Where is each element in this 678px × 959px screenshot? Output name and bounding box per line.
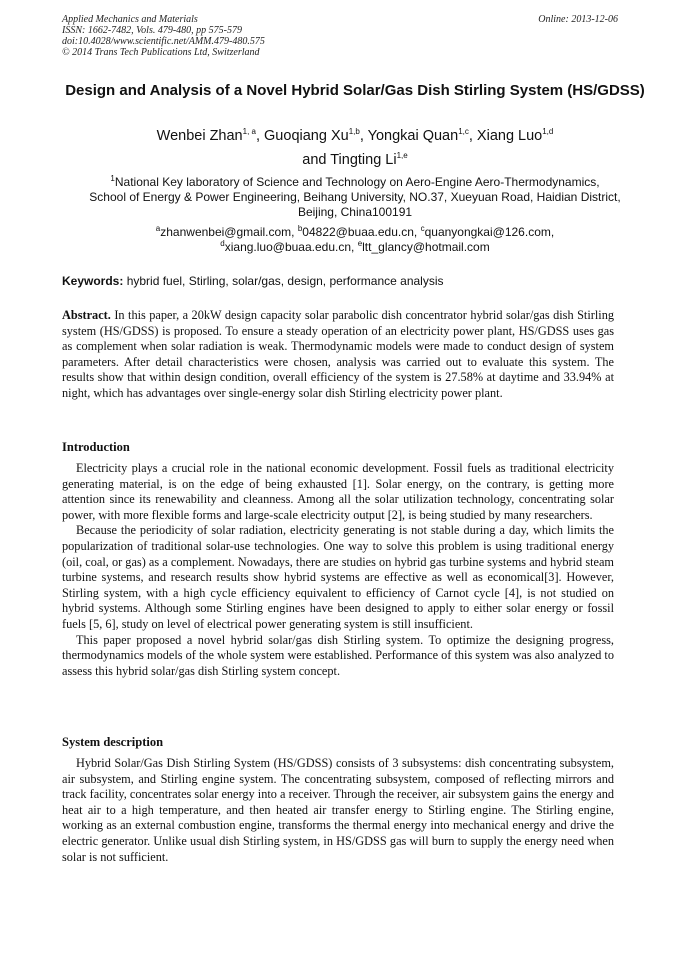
paragraph: Because the periodicity of solar radiation, electricity generating is not stable during a day, which limits the popularization of traditional solar-use technologies. One way to solve this problem is using traditional energy (oil, coal, or gas) as a complement. Nowadays, there are studies on hybrid gas turbine systems and hybrid steam turbine systems, and research results show hybrid systems are effective as well as economical[3]. However, Stirling system, with a high cycle efficiency equivalent to efficiency of Carnot cycle [4], is not studied on hybrid systems. Although some Stirling engines have been designed to apply to either solar energy or fossil fuels [5, 6], study on level of electrical power generating system is still insufficient. <box>62 523 614 631</box>
author-name: Wenbei Zhan <box>156 128 243 144</box>
author-name: Yongkai Quan <box>367 128 459 144</box>
email-link[interactable]: quanyongkai@126.com, <box>424 225 555 239</box>
email-sup: c <box>420 224 425 233</box>
author-name: Xiang Luo <box>476 128 543 144</box>
affiliation-line: Beijing, China100191 <box>297 205 413 219</box>
email-link[interactable]: 04822@buaa.edu.cn, <box>302 225 418 239</box>
email-sup: d <box>220 239 225 248</box>
online-date: Online: 2013-12-06 <box>538 14 618 25</box>
author-list <box>62 124 648 172</box>
email-line-2 <box>62 240 648 255</box>
email-link[interactable]: zhanwenbei@gmail.com, <box>160 225 295 239</box>
affiliation-text: National Key laboratory of Science and Technology on Aero-Engine Aero-Thermodynamics, <box>114 175 600 189</box>
keywords-text: hybrid fuel, Stirling, solar/gas, design, performance analysis <box>123 274 444 288</box>
author-name: Tingting Li <box>330 152 397 168</box>
paper-title: Design and Analysis of a Novel Hybrid Solar/Gas Dish Stirling System (HS/GDSS) <box>65 82 645 99</box>
keywords <box>62 274 618 289</box>
paragraph: Electricity plays a crucial role in the national economic development. Fossil fuels as traditional electricity generating material, is on the edge of being exhausted [1]. Solar energy, on the contrary, is getting more attention since its renewability and cleanness. Among all the solar utilization technology, concentrating solar power, with more flexible forms and large-scale electricity output [2], is being studied by many researchers. <box>62 461 614 522</box>
author-sup: 1,c <box>458 127 469 137</box>
author-sup: 1,e <box>396 151 408 161</box>
abstract <box>62 308 614 402</box>
email-list <box>62 225 648 255</box>
author-and: and <box>302 152 327 168</box>
abstract-text: In this paper, a 20kW design capacity solar parabolic dish concentrator hybrid solar/gas dish Stirling system (HS/GDSS) is proposed. To ensure a steady operation of an electricity power plant, HS/GDSS uses gas as complement when solar radiation is weak. Thermodynamic models were made to conduct design of system parameters. After detail characteristics were chosen, analysis was carried out to evaluate this system. The results show that within design condition, overall efficiency of the system is 27.58% at daytime and 33.94% at night, which has advantages over single-energy solar dish Stirling electricity power plant. <box>62 308 614 400</box>
email-line-1 <box>62 225 648 240</box>
copyright-line: © 2014 Trans Tech Publications Ltd, Switzerland <box>62 47 260 58</box>
email-link[interactable]: ltt_glancy@hotmail.com <box>362 240 490 254</box>
email-sup: a <box>155 224 161 233</box>
author-line-2 <box>62 148 648 172</box>
section-heading-introduction: Introduction <box>62 440 130 454</box>
author-name: Guoqiang Xu <box>264 128 349 144</box>
email-link[interactable]: xiang.luo@buaa.edu.cn, <box>224 240 355 254</box>
paragraph: This paper proposed a novel hybrid solar/gas dish Stirling system. To optimize the designing progress, thermodynamics models of the whole system were established. Performance of this system was also analyzed to assess this hybrid solar/gas dish Stirling system concept. <box>62 632 614 678</box>
journal-header <box>62 14 618 58</box>
affiliation-line <box>62 175 648 190</box>
section-heading-system-description: System description <box>62 735 164 749</box>
abstract-label: Abstract. <box>62 308 111 322</box>
affiliation <box>62 175 648 220</box>
introduction-body <box>62 461 614 679</box>
affiliation-sup: 1 <box>110 174 115 183</box>
issn-line: ISSN: 1662-7482, Vols. 479-480, pp 575-579 <box>62 25 242 36</box>
author-sup: 1, a <box>242 127 256 137</box>
author-line-1: Wenbei Zhan$^{1, a}$, Guoqiang Xu$^{1,b}$, Yongkai Quan$^{1,c}$, Xiang Luo$^{1,d}$ <box>156 127 554 144</box>
keywords-label: Keywords: <box>62 274 124 288</box>
paragraph: Hybrid Solar/Gas Dish Stirling System (HS/GDSS) consists of 3 subsystems: dish concentrating subsystem, air subsystem, and Stirling engine system. The concentrating subsystem, composed of reflecting mirrors and track facility, concentrates solar energy into a receiver. Through the receiver, air subsystem gains the energy and heat air to a high temperature, and then heated air transfer energy to Stirling engine. The Stirling engine, working as an external combustion engine, transforms the thermal energy into mechanical energy and drive the electric generator. Unlike usual dish Stirling system, in HS/GDSS gas will burn to supply the energy need when solar is not sufficient. <box>62 756 614 864</box>
affiliation-line: School of Energy & Power Engineering, Beihang University, NO.37, Xueyuan Road, Haidian District, <box>89 190 621 204</box>
journal-name: Applied Mechanics and Materials <box>62 14 198 25</box>
author-sup: 1,b <box>348 127 360 137</box>
author-sup: 1,d <box>542 127 554 137</box>
email-sup: e <box>357 239 363 248</box>
system-description-body <box>62 756 614 865</box>
doi-line: doi:10.4028/www.scientific.net/AMM.479-480.575 <box>62 36 265 47</box>
email-sup: b <box>297 224 303 233</box>
